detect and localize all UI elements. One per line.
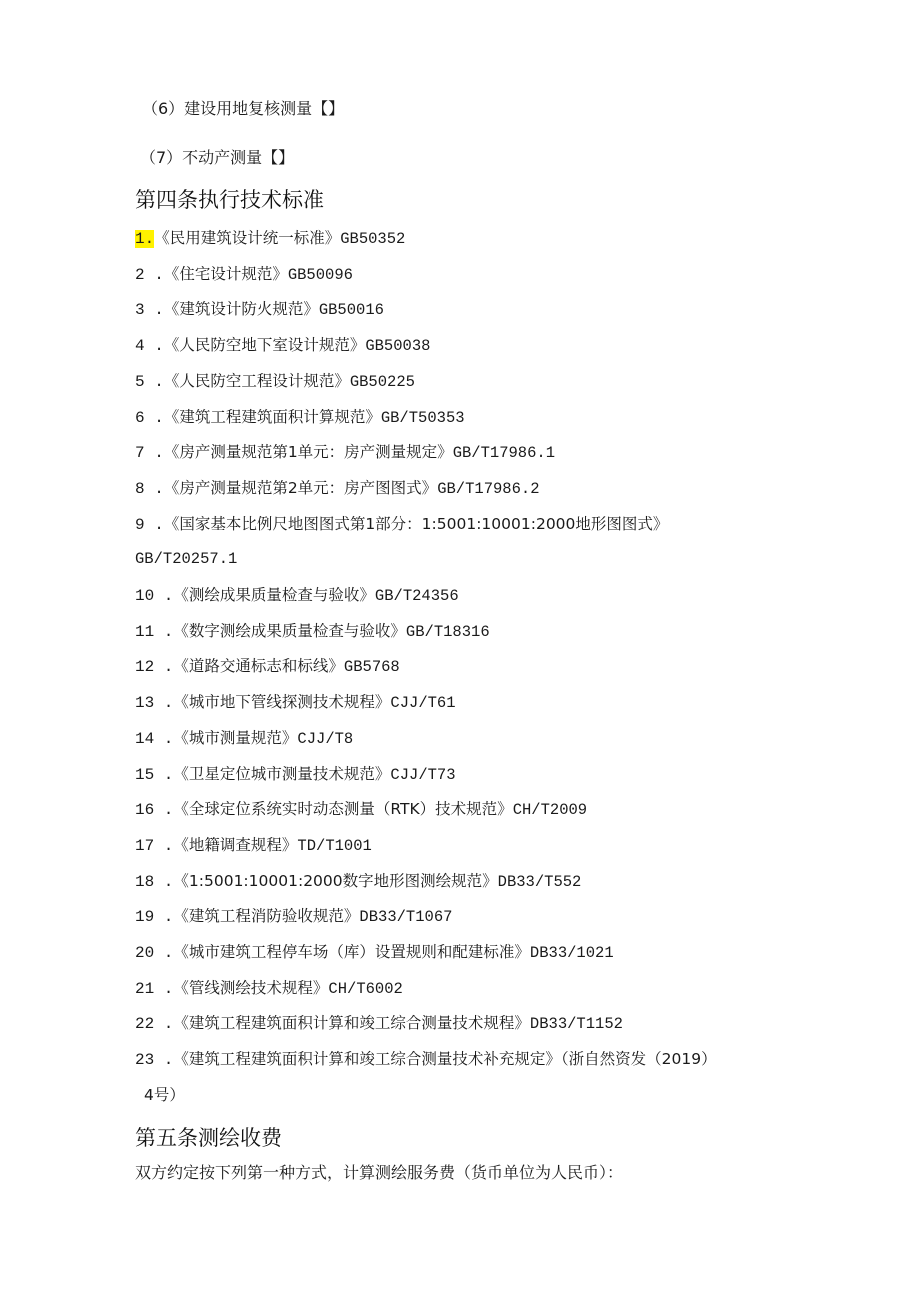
- article-4-heading: 第四条执行技术标准: [135, 188, 324, 212]
- standard-number: 19 .: [135, 908, 174, 926]
- standard-code: CJJ/T73: [390, 766, 456, 784]
- standard-title: 《城市测量规范》: [173, 729, 298, 747]
- standard-code: GB50352: [340, 230, 406, 248]
- standard-item: [135, 835, 372, 856]
- standard-item: [135, 906, 452, 927]
- standard-title: 《城市建筑工程停车场（库）设置规则和配建标准》: [173, 943, 530, 961]
- standard-number: 5 .: [135, 373, 164, 391]
- standard-code: GB50096: [287, 266, 353, 284]
- standard-title: 《建筑工程建筑面积计算和竣工综合测量技术规程》: [173, 1014, 530, 1032]
- article-5-heading: 第五条测绘收费: [135, 1126, 282, 1150]
- standard-number: 4 .: [135, 337, 164, 355]
- standard-title: 《建筑工程消防验收规范》: [173, 907, 360, 925]
- standard-title: 《1:5001:10001:2000数字地形图测绘规范》: [173, 872, 498, 890]
- standard-title: 《建筑工程建筑面积计算规范》: [163, 408, 381, 426]
- standard-code: DB33/T552: [497, 873, 582, 891]
- standard-code: DB33/1021: [529, 944, 614, 962]
- standard-number: 18 .: [135, 873, 174, 891]
- standard-item: [135, 692, 456, 713]
- standard-code: CJJ/T8: [297, 730, 354, 748]
- standard-item: [135, 585, 459, 606]
- standard-item: [135, 264, 353, 285]
- standard-title: 《地籍调查规程》: [173, 836, 298, 854]
- standard-code: GB/T24356: [374, 587, 459, 605]
- standard-item: [135, 621, 490, 642]
- standard-item: [135, 478, 540, 499]
- sub-item-7: （7）不动产测量【】: [140, 148, 295, 167]
- standard-title: 《建筑工程建筑面积计算和竣工综合测量技术补充规定》（浙自然资发（2019）: [173, 1050, 717, 1068]
- standard-item: [135, 442, 555, 463]
- standard-code: GB50225: [349, 373, 415, 391]
- standard-item: [135, 514, 668, 535]
- standard-number: 7 .: [135, 444, 164, 462]
- standard-number: 9 .: [135, 516, 164, 534]
- standard-item: [135, 656, 400, 677]
- standard-code: GB50016: [318, 301, 384, 319]
- standard-code: TD/T1001: [297, 837, 372, 855]
- standard-title: 《住宅设计规范》: [163, 265, 288, 283]
- standard-title: 《城市地下管线探测技术规程》: [173, 693, 391, 711]
- standard-item: [135, 299, 384, 320]
- standard-item: [135, 1013, 623, 1034]
- standard-item: [135, 371, 415, 392]
- standard-number: 17 .: [135, 837, 174, 855]
- standard-item: [135, 407, 465, 428]
- standard-code: GB/T17986.2: [437, 480, 540, 498]
- standard-item: [135, 228, 405, 249]
- standard-item: [135, 728, 353, 749]
- standard-code: CH/T2009: [512, 801, 588, 819]
- standard-title: 《数字测绘成果质量检查与验收》: [173, 622, 406, 640]
- standard-number: 21 .: [135, 980, 174, 998]
- standard-number: 6 .: [135, 409, 164, 427]
- standard-title: 《全球定位系统实时动态测量（RTK）技术规范》: [173, 800, 513, 818]
- standard-number: 23 .: [135, 1051, 174, 1069]
- standard-number: 8 .: [135, 480, 164, 498]
- standard-title: 《国家基本比例尺地图图式第1部分：1:5001:10001:2000地形图图式》: [163, 515, 669, 533]
- standard-title: 《房产测量规范第1单元：房产测量规定》: [163, 443, 453, 461]
- standard-item: [135, 978, 403, 999]
- standard-title: 《人民防空工程设计规范》: [163, 372, 350, 390]
- standard-title: 《卫星定位城市测量技术规范》: [173, 765, 391, 783]
- article-5-paragraph: 双方约定按下列第一种方式，计算测绘服务费（货币单位为人民币）：: [135, 1163, 624, 1182]
- standard-code: GB/T18316: [405, 623, 490, 641]
- standard-item: [135, 799, 587, 820]
- standard-code: DB33/T1152: [529, 1015, 623, 1033]
- standard-title: 《房产测量规范第2单元：房产图图式》: [163, 479, 438, 497]
- standard-code: DB33/T1067: [359, 908, 453, 926]
- standard-code: CJJ/T61: [390, 694, 456, 712]
- standard-title: 《测绘成果质量检查与验收》: [173, 586, 375, 604]
- standard-number: 11 .: [135, 623, 174, 641]
- standard-title: 《民用建筑设计统一标准》: [154, 229, 341, 247]
- standard-code: CH/T6002: [328, 980, 403, 998]
- standard-title: 《管线测绘技术规程》: [173, 979, 329, 997]
- standard-number: 13 .: [135, 694, 174, 712]
- standard-code: GB/T50353: [380, 409, 465, 427]
- standard-number: 22 .: [135, 1015, 174, 1033]
- standard-item: [135, 1049, 717, 1070]
- standard-code: GB/T17986.1: [452, 444, 556, 462]
- standard-code: GB50038: [365, 337, 431, 355]
- standard-number: 3 .: [135, 301, 164, 319]
- sub-item-6: （6）建设用地复核测量【】: [142, 99, 345, 118]
- standard-title: 《人民防空地下室设计规范》: [163, 336, 366, 354]
- standard-number: 1.: [135, 230, 155, 248]
- standard-item: [135, 871, 581, 892]
- standard-number: 20 .: [135, 944, 174, 962]
- standard-title: 《道路交通标志和标线》: [173, 657, 344, 675]
- standard-item: [135, 942, 614, 963]
- standard-item: [135, 764, 456, 785]
- standard-title: 《建筑设计防火规范》: [163, 300, 319, 318]
- standard-continuation: 4号）: [144, 1086, 185, 1104]
- standard-number: 10 .: [135, 587, 174, 605]
- standard-item: [135, 335, 430, 356]
- standard-number: 2 .: [135, 266, 164, 284]
- standard-number: 12 .: [135, 658, 174, 676]
- standard-number: 15 .: [135, 766, 174, 784]
- standard-number: 14 .: [135, 730, 174, 748]
- standard-code: GB5768: [343, 658, 400, 676]
- standard-continuation: GB/T20257.1: [135, 550, 238, 568]
- standard-number: 16 .: [135, 801, 174, 819]
